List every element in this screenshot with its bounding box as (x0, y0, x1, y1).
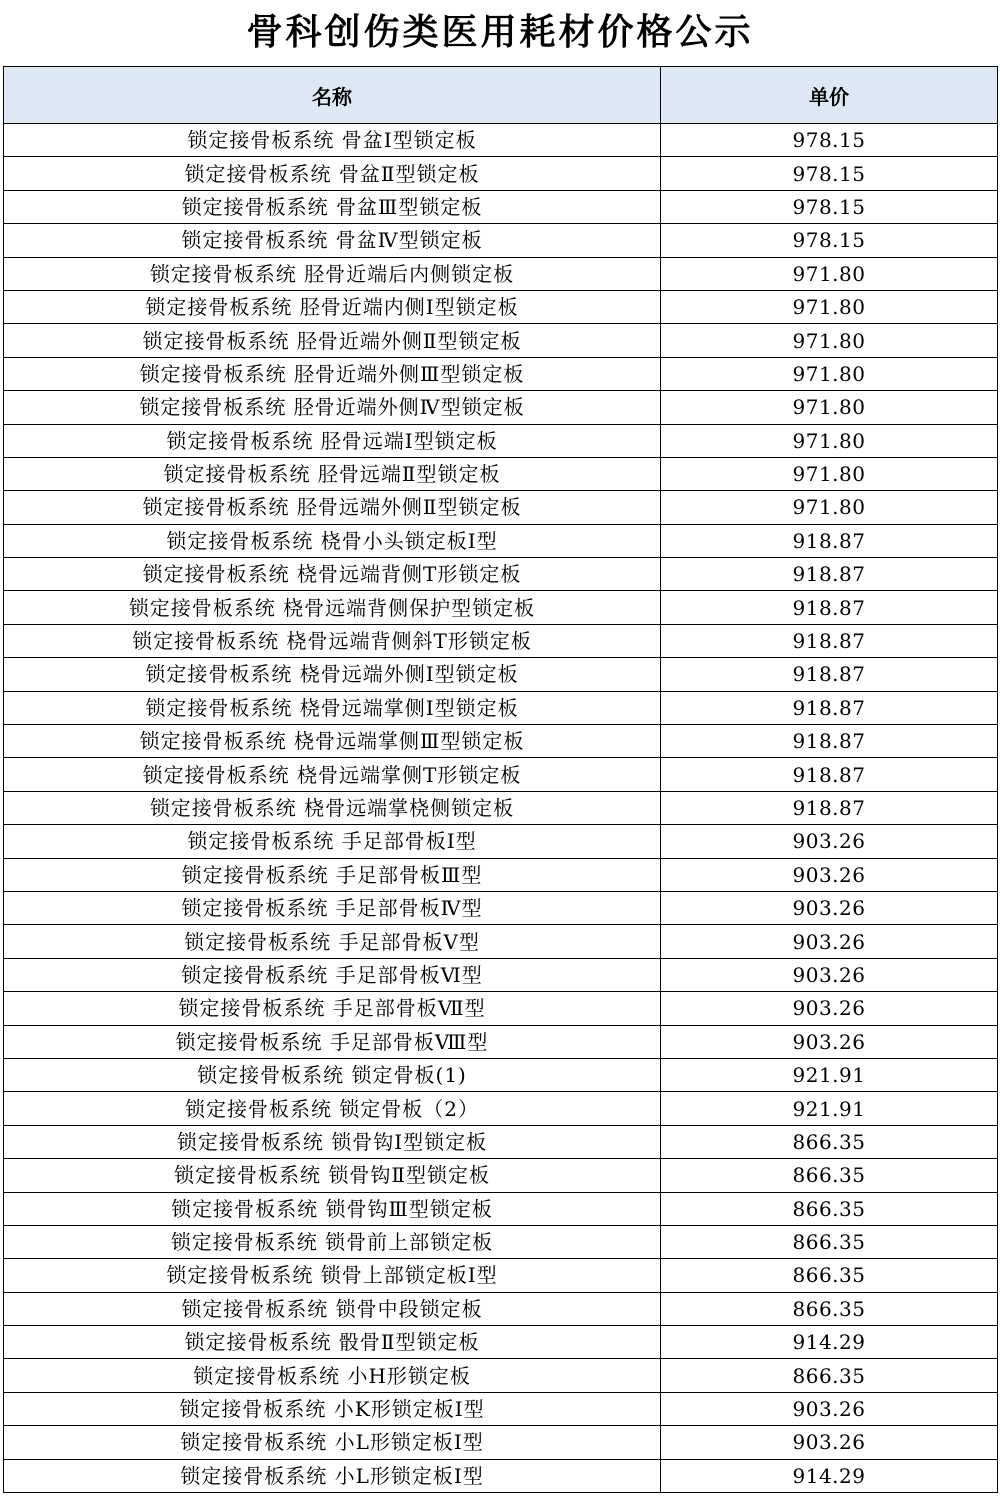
item-name-cell: 锁定接骨板系统 桡骨远端掌侧T形锁定板 (4, 758, 661, 791)
table-row (4, 591, 998, 624)
unit-price-cell: 918.87 (661, 758, 998, 791)
unit-price-cell: 918.87 (661, 658, 998, 691)
item-name-cell: 锁定接骨板系统 手足部骨板Ⅴ型 (4, 925, 661, 958)
table-row (4, 124, 998, 157)
unit-price-cell: 903.26 (661, 925, 998, 958)
item-name-cell: 锁定接骨板系统 骰骨Ⅱ型锁定板 (4, 1326, 661, 1359)
unit-price-cell: 971.80 (661, 391, 998, 424)
unit-price-cell: 971.80 (661, 290, 998, 323)
table-body (4, 124, 998, 1493)
unit-price-cell: 903.26 (661, 858, 998, 891)
item-name-cell: 锁定接骨板系统 骨盆Ⅰ型锁定板 (4, 124, 661, 157)
unit-price-cell: 866.35 (661, 1292, 998, 1325)
unit-price-cell: 921.91 (661, 1058, 998, 1091)
unit-price-cell: 903.26 (661, 992, 998, 1025)
item-name-cell: 锁定接骨板系统 手足部骨板Ⅰ型 (4, 825, 661, 858)
item-name-cell: 锁定接骨板系统 胫骨远端Ⅰ型锁定板 (4, 424, 661, 457)
item-name-cell: 锁定接骨板系统 桡骨远端掌桡侧锁定板 (4, 791, 661, 824)
table-header (4, 67, 998, 124)
unit-price-cell: 918.87 (661, 624, 998, 657)
price-table (3, 66, 998, 1493)
item-name-cell: 锁定接骨板系统 胫骨远端外侧Ⅱ型锁定板 (4, 491, 661, 524)
item-name-cell: 锁定接骨板系统 锁骨中段锁定板 (4, 1292, 661, 1325)
item-name-cell: 锁定接骨板系统 锁骨钩Ⅲ型锁定板 (4, 1192, 661, 1225)
item-name-cell: 锁定接骨板系统 桡骨小头锁定板Ⅰ型 (4, 524, 661, 557)
column-header-price: 单价 (661, 67, 998, 124)
item-name-cell: 锁定接骨板系统 锁骨钩Ⅰ型锁定板 (4, 1125, 661, 1158)
table-row (4, 624, 998, 657)
unit-price-cell: 978.15 (661, 124, 998, 157)
table-row (4, 190, 998, 223)
table-row (4, 1326, 998, 1359)
unit-price-cell: 918.87 (661, 725, 998, 758)
table-row (4, 1192, 998, 1225)
table-row (4, 391, 998, 424)
item-name-cell: 锁定接骨板系统 手足部骨板Ⅷ型 (4, 1025, 661, 1058)
unit-price-cell: 971.80 (661, 424, 998, 457)
unit-price-cell: 921.91 (661, 1092, 998, 1125)
item-name-cell: 锁定接骨板系统 桡骨远端外侧Ⅰ型锁定板 (4, 658, 661, 691)
table-row (4, 1426, 998, 1459)
table-row (4, 1058, 998, 1091)
item-name-cell: 锁定接骨板系统 小K形锁定板Ⅰ型 (4, 1392, 661, 1425)
unit-price-cell: 903.26 (661, 1426, 998, 1459)
item-name-cell: 锁定接骨板系统 骨盆Ⅱ型锁定板 (4, 157, 661, 190)
table-row (4, 1225, 998, 1258)
table-row (4, 691, 998, 724)
table-row (4, 157, 998, 190)
unit-price-cell: 918.87 (661, 791, 998, 824)
table-row (4, 524, 998, 557)
item-name-cell: 锁定接骨板系统 骨盆Ⅳ型锁定板 (4, 224, 661, 257)
table-row (4, 457, 998, 490)
table-row (4, 1025, 998, 1058)
item-name-cell: 锁定接骨板系统 胫骨近端外侧Ⅱ型锁定板 (4, 324, 661, 357)
table-row (4, 424, 998, 457)
unit-price-cell: 914.29 (661, 1326, 998, 1359)
unit-price-cell: 971.80 (661, 457, 998, 490)
item-name-cell: 锁定接骨板系统 手足部骨板Ⅲ型 (4, 858, 661, 891)
item-name-cell: 锁定接骨板系统 桡骨远端掌侧Ⅲ型锁定板 (4, 725, 661, 758)
table-row (4, 290, 998, 323)
unit-price-cell: 903.26 (661, 1392, 998, 1425)
unit-price-cell: 866.35 (661, 1159, 998, 1192)
item-name-cell: 锁定接骨板系统 骨盆Ⅲ型锁定板 (4, 190, 661, 223)
page-title: 骨科创伤类医用耗材价格公示 (246, 12, 754, 53)
unit-price-cell: 903.26 (661, 1025, 998, 1058)
unit-price-cell: 971.80 (661, 324, 998, 357)
unit-price-cell: 866.35 (661, 1359, 998, 1392)
table-row (4, 224, 998, 257)
table-row (4, 658, 998, 691)
unit-price-cell: 903.26 (661, 891, 998, 924)
item-name-cell: 锁定接骨板系统 锁骨钩Ⅱ型锁定板 (4, 1159, 661, 1192)
unit-price-cell: 918.87 (661, 591, 998, 624)
unit-price-cell: 866.35 (661, 1225, 998, 1258)
table-row (4, 925, 998, 958)
table-row (4, 491, 998, 524)
table-row (4, 324, 998, 357)
table-row (4, 992, 998, 1025)
table-row (4, 1092, 998, 1125)
unit-price-cell: 914.29 (661, 1459, 998, 1492)
table-row (4, 725, 998, 758)
item-name-cell: 锁定接骨板系统 锁定骨板(1) (4, 1058, 661, 1091)
unit-price-cell: 903.26 (661, 825, 998, 858)
table-row (4, 891, 998, 924)
table-row (4, 357, 998, 390)
item-name-cell: 锁定接骨板系统 胫骨远端Ⅱ型锁定板 (4, 457, 661, 490)
table-row (4, 1159, 998, 1192)
table-row (4, 758, 998, 791)
unit-price-cell: 866.35 (661, 1125, 998, 1158)
table-row (4, 1459, 998, 1492)
item-name-cell: 锁定接骨板系统 桡骨远端背侧T形锁定板 (4, 558, 661, 591)
item-name-cell: 锁定接骨板系统 小H形锁定板 (4, 1359, 661, 1392)
unit-price-cell: 978.15 (661, 190, 998, 223)
header-row (4, 67, 998, 124)
item-name-cell: 锁定接骨板系统 手足部骨板Ⅵ型 (4, 958, 661, 991)
table-row (4, 825, 998, 858)
item-name-cell: 锁定接骨板系统 小L形锁定板Ⅰ型 (4, 1459, 661, 1492)
item-name-cell: 锁定接骨板系统 桡骨远端掌侧Ⅰ型锁定板 (4, 691, 661, 724)
unit-price-cell: 971.80 (661, 357, 998, 390)
item-name-cell: 锁定接骨板系统 胫骨近端内侧Ⅰ型锁定板 (4, 290, 661, 323)
item-name-cell: 锁定接骨板系统 锁骨前上部锁定板 (4, 1225, 661, 1258)
item-name-cell: 锁定接骨板系统 小L形锁定板Ⅰ型 (4, 1426, 661, 1459)
unit-price-cell: 866.35 (661, 1259, 998, 1292)
item-name-cell: 锁定接骨板系统 胫骨近端后内侧锁定板 (4, 257, 661, 290)
table-row (4, 558, 998, 591)
unit-price-cell: 971.80 (661, 491, 998, 524)
unit-price-cell: 918.87 (661, 558, 998, 591)
unit-price-cell: 918.87 (661, 524, 998, 557)
unit-price-cell: 866.35 (661, 1192, 998, 1225)
table-row (4, 1259, 998, 1292)
table-row (4, 1392, 998, 1425)
item-name-cell: 锁定接骨板系统 胫骨近端外侧Ⅲ型锁定板 (4, 357, 661, 390)
table-row (4, 791, 998, 824)
item-name-cell: 锁定接骨板系统 手足部骨板Ⅳ型 (4, 891, 661, 924)
item-name-cell: 锁定接骨板系统 桡骨远端背侧斜T形锁定板 (4, 624, 661, 657)
item-name-cell: 锁定接骨板系统 胫骨近端外侧Ⅳ型锁定板 (4, 391, 661, 424)
column-header-name: 名称 (4, 67, 661, 124)
unit-price-cell: 903.26 (661, 958, 998, 991)
unit-price-cell: 971.80 (661, 257, 998, 290)
table-row (4, 958, 998, 991)
unit-price-cell: 978.15 (661, 157, 998, 190)
item-name-cell: 锁定接骨板系统 桡骨远端背侧保护型锁定板 (4, 591, 661, 624)
table-row (4, 858, 998, 891)
item-name-cell: 锁定接骨板系统 手足部骨板Ⅶ型 (4, 992, 661, 1025)
unit-price-cell: 978.15 (661, 224, 998, 257)
table-row (4, 1292, 998, 1325)
item-name-cell: 锁定接骨板系统 锁骨上部锁定板Ⅰ型 (4, 1259, 661, 1292)
table-row (4, 1125, 998, 1158)
unit-price-cell: 918.87 (661, 691, 998, 724)
table-row (4, 257, 998, 290)
table-row (4, 1359, 998, 1392)
item-name-cell: 锁定接骨板系统 锁定骨板（2） (4, 1092, 661, 1125)
